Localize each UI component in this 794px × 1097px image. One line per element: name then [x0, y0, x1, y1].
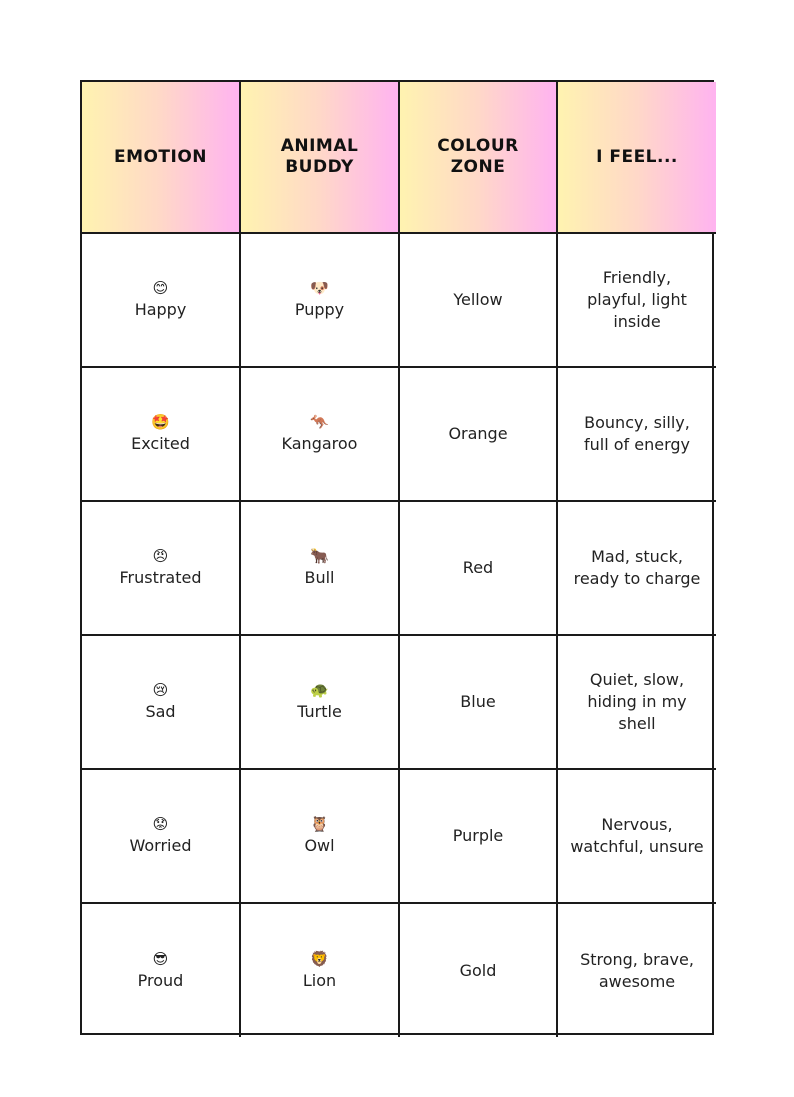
table-row-cell-animal: [241, 770, 400, 904]
dog-face-icon: 🐶: [310, 279, 329, 297]
colour-label: Yellow: [453, 290, 503, 309]
feel-label: Friendly, playful, light inside: [587, 268, 687, 331]
kangaroo-icon: 🦘: [310, 413, 329, 431]
table-row-cell-feel: [558, 770, 716, 904]
header-animal-buddy: ANIMAL BUDDY: [241, 82, 400, 234]
table-row-cell-emotion: [82, 234, 241, 368]
ox-icon: 🐂: [310, 547, 329, 565]
emotions-table: [80, 80, 714, 1035]
angry-face-icon: 😠: [152, 547, 169, 565]
sunglasses-face-icon: 😎: [152, 949, 169, 968]
table-row-cell-colour: [400, 770, 558, 904]
worried-face-icon: 😟: [152, 815, 169, 833]
table-row-cell-feel: [558, 904, 716, 1037]
colour-label: Red: [462, 558, 494, 577]
colour-label: Orange: [448, 424, 508, 443]
emotion-label: Sad: [145, 702, 176, 721]
emotion-label: Happy: [134, 300, 187, 319]
star-struck-icon: 🤩: [151, 413, 170, 431]
table-row-cell-feel: [558, 234, 716, 368]
table-row-cell-emotion: [82, 770, 241, 904]
table-row-cell-feel: [558, 502, 716, 636]
turtle-icon: 🐢: [310, 681, 329, 699]
animal-label: Puppy: [294, 300, 345, 319]
table-row-cell-emotion: [82, 904, 241, 1037]
colour-label: Purple: [452, 826, 504, 845]
table-row-cell-animal: [241, 904, 400, 1037]
emotion-label: Frustrated: [119, 568, 202, 587]
smiling-face-icon: 😊: [152, 279, 169, 297]
emotion-label: Proud: [137, 970, 184, 990]
feel-label: Bouncy, silly, full of energy: [583, 413, 690, 454]
emotion-label: Excited: [131, 434, 190, 453]
feel-label: Strong, brave, awesome: [580, 949, 694, 991]
feel-label: Quiet, slow, hiding in my shell: [587, 670, 687, 733]
colour-label: Blue: [460, 692, 496, 711]
table-row-cell-colour: [400, 636, 558, 770]
animal-label: Bull: [304, 568, 335, 587]
table-row-cell-emotion: [82, 368, 241, 502]
table-row-cell-animal: [241, 368, 400, 502]
table-row-cell-animal: [241, 502, 400, 636]
table-row-cell-colour: [400, 904, 558, 1037]
animal-label: Turtle: [297, 702, 342, 721]
header-colour-zone: COLOUR ZONE: [400, 82, 558, 234]
table-row-cell-colour: [400, 234, 558, 368]
animal-label: Lion: [302, 970, 337, 990]
animal-label: Kangaroo: [281, 434, 358, 453]
table-row-cell-emotion: [82, 502, 241, 636]
emotion-label: Worried: [129, 836, 192, 855]
owl-icon: 🦉: [310, 815, 329, 833]
table-row-cell-emotion: [82, 636, 241, 770]
table-row-cell-feel: [558, 636, 716, 770]
table-row-cell-colour: [400, 502, 558, 636]
table-row-cell-animal: [241, 234, 400, 368]
crying-face-icon: 😢: [152, 681, 169, 699]
animal-label: Owl: [304, 836, 335, 855]
feel-label: Nervous, watchful, unsure: [570, 815, 704, 856]
feel-label: Mad, stuck, ready to charge: [573, 547, 701, 588]
header-i-feel: I FEEL...: [558, 82, 716, 234]
lion-icon: 🦁: [310, 949, 329, 968]
table-row-cell-feel: [558, 368, 716, 502]
header-emotion: EMOTION: [82, 82, 241, 234]
colour-label: Gold: [459, 960, 497, 980]
table-row-cell-colour: [400, 368, 558, 502]
table-row-cell-animal: [241, 636, 400, 770]
